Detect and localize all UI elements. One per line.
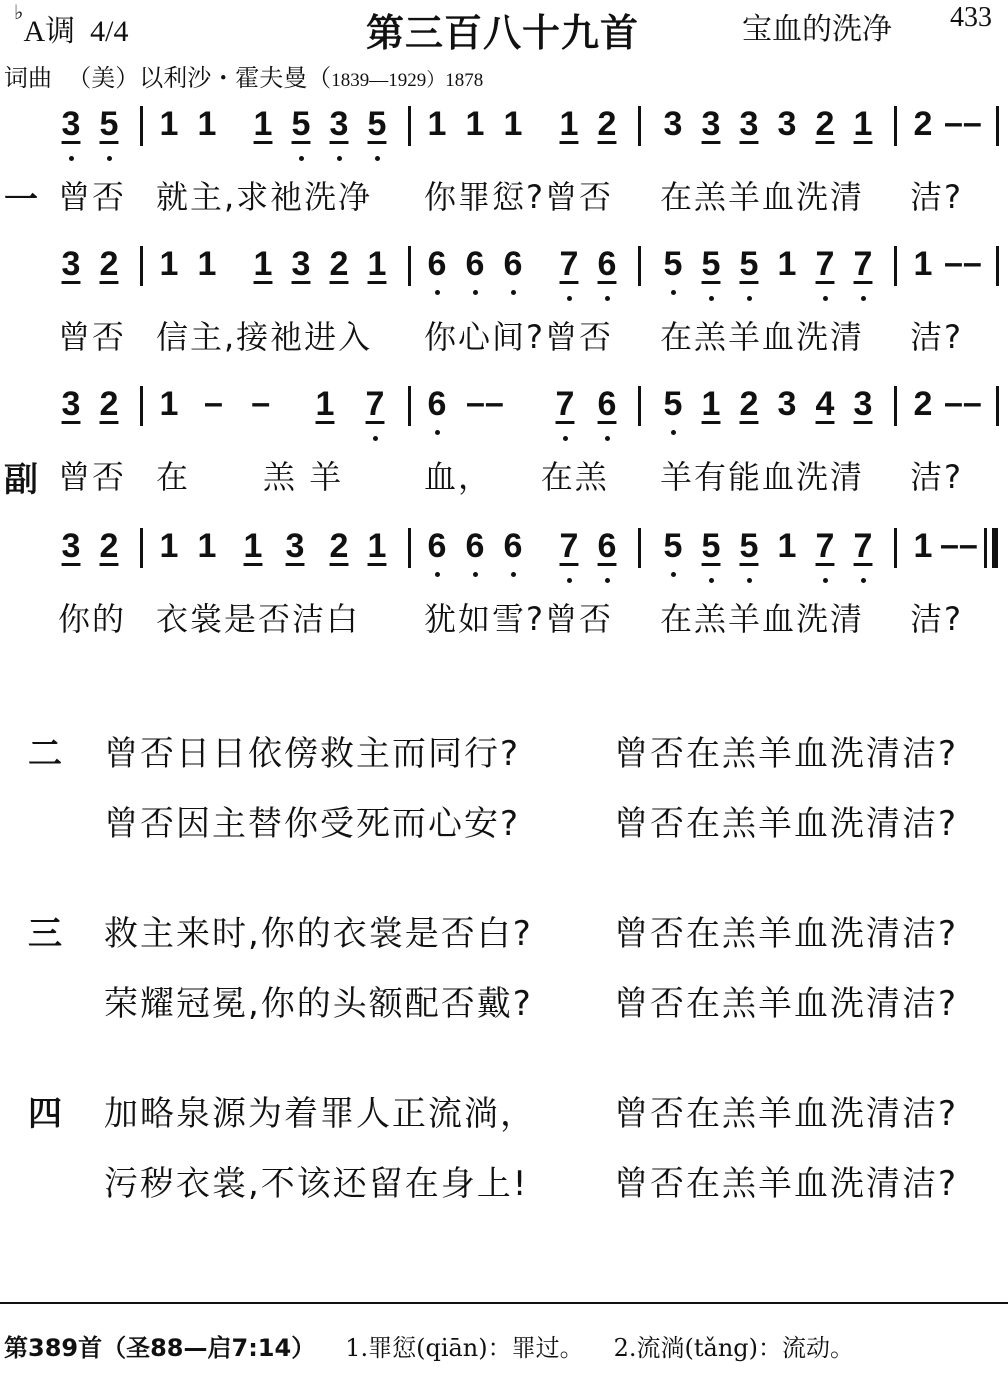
note: 3 (701, 105, 721, 143)
verse-refrain: 曾否在羔羊血洗清洁? (614, 1164, 959, 1204)
low-dot (671, 430, 676, 435)
note: 1 (913, 527, 933, 565)
final-barline-thick (992, 528, 998, 568)
verse-number: 三 (28, 914, 62, 954)
low-dot (373, 436, 378, 441)
footer (4, 1328, 854, 1363)
note: 1 (777, 527, 797, 565)
credit-prefix: 词曲 (4, 64, 52, 92)
note: 1 (559, 105, 579, 143)
note: 1 (159, 105, 179, 143)
barline (408, 386, 411, 426)
note: 3 (61, 105, 81, 143)
note: 5 (663, 245, 683, 283)
note: 7 (559, 527, 579, 565)
lyric-group: 洁? (910, 458, 963, 496)
low-dot (671, 572, 676, 577)
time-signature: 4/4 (90, 15, 129, 48)
lyric-group: 在羔羊血洗清 (660, 178, 865, 216)
barline (140, 246, 143, 286)
barline (638, 246, 641, 286)
barline (894, 528, 897, 568)
note: 1 (253, 105, 273, 143)
note: 1 (197, 527, 217, 565)
note: 3 (777, 105, 797, 143)
notation-row (0, 240, 1008, 310)
low-dot (473, 572, 478, 577)
note: 5 (701, 245, 721, 283)
flat-sign: ♭ (14, 2, 24, 24)
note: 5 (367, 105, 387, 143)
low-dot (563, 436, 568, 441)
notation-row (0, 100, 1008, 170)
barline (140, 528, 143, 568)
verse-line: 荣耀冠冕,你的头额配否戴? (104, 984, 533, 1024)
lyric-group: 你心间?曾否 (424, 318, 613, 356)
low-dot (747, 296, 752, 301)
final-barline-thin (984, 528, 987, 568)
footnote-2: 2.流淌(tǎng)：流动。 (613, 1334, 855, 1362)
lyric-group: 就主,求祂洗净 (156, 178, 373, 216)
low-dot (511, 572, 516, 577)
verse-line: 曾否因主替你受死而心安? (104, 804, 521, 844)
hold-dashes: –– (944, 384, 982, 422)
note: 2 (99, 385, 119, 423)
note: 7 (555, 385, 575, 423)
note: 5 (663, 385, 683, 423)
note: 2 (739, 385, 759, 423)
barline (894, 106, 897, 146)
barline (996, 246, 999, 286)
lyric-group: 洁? (910, 318, 963, 356)
note: 1 (197, 105, 217, 143)
note: 1 (243, 527, 263, 565)
note: 5 (739, 527, 759, 565)
note: 4 (815, 385, 835, 423)
hymn-title: 第三百八十九首 (366, 11, 640, 55)
barline (894, 386, 897, 426)
credit-author: （美）以利沙・霍夫曼（ (67, 64, 332, 92)
low-dot (709, 296, 714, 301)
note: 7 (365, 385, 385, 423)
note: 1 (503, 105, 523, 143)
low-dot (473, 290, 478, 295)
lyric-group: 在羔羊血洗清 (660, 318, 865, 356)
note: 7 (853, 527, 873, 565)
music-system-2 (0, 240, 1008, 380)
note: 1 (777, 245, 797, 283)
verse-line: 加略泉源为着罪人正流淌， (104, 1094, 536, 1134)
page-number: 433 (950, 2, 992, 33)
hold-dashes: –– (944, 104, 982, 142)
refrain-mark: 副 (4, 460, 38, 500)
verse-number: 二 (28, 734, 62, 774)
note: 7 (559, 245, 579, 283)
note: 6 (597, 527, 617, 565)
low-dot (605, 436, 610, 441)
footer-rule (0, 1302, 1008, 1304)
hold-dashes: – – (204, 384, 271, 422)
hymn-subtitle: 宝血的洗净 (742, 12, 892, 47)
low-dot (107, 156, 112, 161)
credit-suffix: ）1878 (426, 70, 484, 91)
verse-line: 曾否日日依傍救主而同行? (104, 734, 521, 774)
lyric-group: 在羔羊血洗清 (660, 600, 865, 638)
verse-mark: 一 (4, 180, 38, 220)
low-dot (567, 578, 572, 583)
barline (140, 106, 143, 146)
note: 1 (159, 527, 179, 565)
barline (996, 386, 999, 426)
credit-years: 1839—1929 (331, 70, 427, 91)
low-dot (747, 578, 752, 583)
verse-refrain: 曾否在羔羊血洗清洁? (614, 1094, 959, 1134)
note: 5 (99, 105, 119, 143)
barline (638, 528, 641, 568)
low-dot (861, 296, 866, 301)
note: 1 (197, 245, 217, 283)
note: 3 (663, 105, 683, 143)
note: 6 (503, 245, 523, 283)
lyric-group: 犹如雪?曾否 (424, 600, 613, 638)
note: 2 (597, 105, 617, 143)
key-signature (14, 2, 129, 50)
note: 1 (159, 385, 179, 423)
note: 3 (329, 105, 349, 143)
credit-line (4, 58, 483, 93)
note: 7 (853, 245, 873, 283)
note: 6 (597, 385, 617, 423)
lyric-group: 曾否 (58, 458, 127, 496)
note: 7 (815, 527, 835, 565)
verse-refrain: 曾否在羔羊血洗清洁? (614, 804, 959, 844)
note: 1 (853, 105, 873, 143)
note: 3 (285, 527, 305, 565)
note: 2 (815, 105, 835, 143)
verse-refrain: 曾否在羔羊血洗清洁? (614, 984, 959, 1024)
low-dot (511, 290, 516, 295)
low-dot (337, 156, 342, 161)
lyric-group: 信主,接祂进入 (156, 318, 373, 356)
barline (408, 246, 411, 286)
lyric-group: 羊有能血洗清 (660, 458, 865, 496)
notation-row (0, 380, 1008, 450)
lyric-group: 你罪愆?曾否 (424, 178, 613, 216)
low-dot (709, 578, 714, 583)
lyric-group: 曾否 (58, 318, 127, 356)
verse-line: 救主来时,你的衣裳是否白? (104, 914, 533, 954)
music-system-4 (0, 522, 1008, 662)
lyric-group: 你的 (58, 600, 127, 638)
lyric-group: 在 羔 羊 (156, 458, 344, 496)
verse-number: 四 (28, 1094, 62, 1134)
footnote-1: 1.罪愆(qiān)：罪过。 (345, 1334, 584, 1362)
note: 5 (739, 245, 759, 283)
note: 6 (465, 245, 485, 283)
low-dot (605, 578, 610, 583)
note: 3 (61, 245, 81, 283)
note: 1 (465, 105, 485, 143)
barline (408, 106, 411, 146)
hold-dashes: –– (944, 244, 982, 282)
note: 3 (61, 385, 81, 423)
barline (408, 528, 411, 568)
low-dot (375, 156, 380, 161)
note: 2 (329, 527, 349, 565)
lyric-group: 衣裳是否洁白 (156, 600, 361, 638)
note: 6 (427, 527, 447, 565)
note: 7 (815, 245, 835, 283)
note: 1 (913, 245, 933, 283)
note: 3 (291, 245, 311, 283)
verse-refrain: 曾否在羔羊血洗清洁? (614, 734, 959, 774)
note: 5 (701, 527, 721, 565)
low-dot (567, 296, 572, 301)
low-dot (823, 578, 828, 583)
note: 1 (427, 105, 447, 143)
note: 2 (913, 105, 933, 143)
verse-refrain: 曾否在羔羊血洗清洁? (614, 914, 959, 954)
note: 3 (777, 385, 797, 423)
note: 3 (61, 527, 81, 565)
lyric-group: 洁? (910, 178, 963, 216)
note: 6 (427, 245, 447, 283)
low-dot (861, 578, 866, 583)
low-dot (435, 430, 440, 435)
barline (996, 106, 999, 146)
note: 2 (99, 527, 119, 565)
low-dot (671, 290, 676, 295)
low-dot (605, 296, 610, 301)
note: 1 (159, 245, 179, 283)
note: 1 (315, 385, 335, 423)
barline (894, 246, 897, 286)
low-dot (69, 156, 74, 161)
note: 6 (465, 527, 485, 565)
low-dot (435, 290, 440, 295)
music-system-1 (0, 100, 1008, 240)
note: 6 (427, 385, 447, 423)
note: 5 (663, 527, 683, 565)
music-system-3 (0, 380, 1008, 520)
key-text: A调 (23, 15, 76, 48)
note: 1 (367, 245, 387, 283)
note: 2 (913, 385, 933, 423)
hold-dashes: –– (940, 526, 978, 564)
note: 1 (701, 385, 721, 423)
header (0, 0, 1008, 100)
note: 6 (597, 245, 617, 283)
note: 2 (99, 245, 119, 283)
note: 3 (739, 105, 759, 143)
barline (638, 106, 641, 146)
hymn-reference: 第389首（圣88—启7:14） (4, 1334, 316, 1362)
lyric-group: 曾否 (58, 178, 127, 216)
note: 6 (503, 527, 523, 565)
low-dot (823, 296, 828, 301)
barline (140, 386, 143, 426)
low-dot (299, 156, 304, 161)
note: 1 (253, 245, 273, 283)
lyric-group: 血， 在羔 (424, 458, 609, 496)
low-dot (435, 572, 440, 577)
lyric-group: 洁? (910, 600, 963, 638)
notation-row (0, 522, 1008, 592)
note: 3 (853, 385, 873, 423)
hold-dashes: –– (466, 384, 504, 422)
barline (638, 386, 641, 426)
note: 2 (329, 245, 349, 283)
note: 1 (367, 527, 387, 565)
note: 5 (291, 105, 311, 143)
verse-line: 污秽衣裳,不该还留在身上! (104, 1164, 529, 1204)
